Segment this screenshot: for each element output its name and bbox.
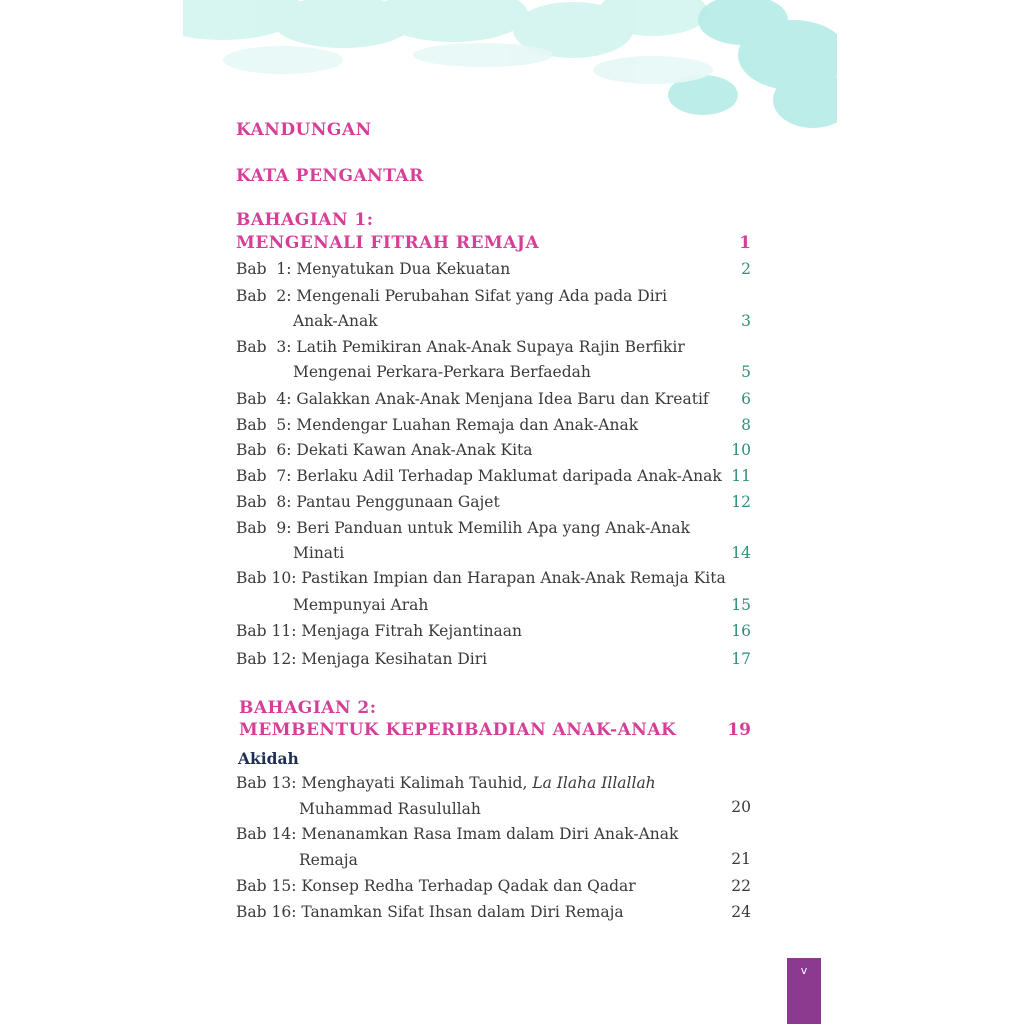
- part-label: BAHAGIAN 1:: [236, 210, 374, 230]
- toc-entry: [236, 441, 533, 459]
- chapter-title-italic: La Ilaha Illallah: [532, 774, 656, 792]
- chapter-number: Bab 3:: [236, 338, 297, 356]
- chapter-title: Tanamkan Sifat Ihsan dalam Diri Remaja: [301, 903, 624, 921]
- chapter-number: Bab 4:: [236, 390, 297, 408]
- toc-entry: [236, 650, 487, 668]
- page-number: 15: [731, 596, 751, 614]
- page-number: 5: [741, 363, 751, 381]
- chapter-number: Bab 1:: [236, 260, 297, 278]
- chapter-title: Menjaga Fitrah Kejantinaan: [301, 622, 523, 640]
- chapter-title: Mendengar Luahan Remaja dan Anak-Anak: [296, 416, 639, 434]
- chapter-number: Bab 16:: [236, 903, 302, 921]
- toc-entry: [236, 774, 656, 792]
- chapter-title: Galakkan Anak-Anak Menjana Idea Baru dan Kreatif: [296, 390, 709, 408]
- part-title: MEMBENTUK KEPERIBADIAN ANAK-ANAK: [239, 720, 677, 740]
- chapter-number: Bab 8:: [236, 493, 297, 511]
- chapter-number: Bab 2:: [236, 287, 297, 305]
- toc-entry: [236, 493, 500, 511]
- page-number: 6: [741, 390, 751, 408]
- toc-entry: [236, 338, 685, 356]
- chapter-number: Bab 14:: [236, 825, 302, 843]
- chapter-title: Menanamkan Rasa Imam dalam Diri Anak-Anak: [301, 825, 679, 843]
- page-number: 10: [731, 441, 751, 459]
- part-page-number: 1: [739, 233, 751, 253]
- table-of-contents: [183, 0, 837, 1024]
- chapter-number: Bab 13:: [236, 774, 302, 792]
- chapter-title: Pantau Penggunaan Gajet: [296, 493, 500, 511]
- page-number: 2: [741, 260, 751, 278]
- chapter-number: Bab 6:: [236, 441, 297, 459]
- book-page: [183, 0, 837, 1024]
- toc-entry: [236, 416, 638, 434]
- page-number: 11: [731, 467, 751, 485]
- chapter-title: Pastikan Impian dan Harapan Anak-Anak Remaja Kita: [301, 569, 726, 587]
- page-number: 22: [731, 877, 751, 895]
- chapter-title: Menghayati Kalimah Tauhid,: [301, 774, 533, 792]
- part-title: MENGENALI FITRAH REMAJA: [236, 233, 540, 253]
- toc-entry: [236, 390, 709, 408]
- page-number: 8: [741, 416, 751, 434]
- chapter-number: Bab 12:: [236, 650, 302, 668]
- page-number-tab: [787, 958, 821, 1024]
- toc-entry: [236, 622, 522, 640]
- page-number: 20: [731, 798, 751, 816]
- chapter-title-continued: Mempunyai Arah: [293, 596, 429, 614]
- chapter-title: Berlaku Adil Terhadap Maklumat daripada Anak-Anak: [296, 467, 722, 485]
- chapter-number: Bab 7:: [236, 467, 297, 485]
- chapter-number: Bab 5:: [236, 416, 297, 434]
- toc-entry: [236, 903, 624, 921]
- page-number: 12: [731, 493, 751, 511]
- part-page-number: 19: [727, 720, 751, 740]
- chapter-title: Konsep Redha Terhadap Qadak dan Qadar: [301, 877, 636, 895]
- chapter-number: Bab 11:: [236, 622, 302, 640]
- chapter-title-continued: Minati: [293, 544, 345, 562]
- part-label: BAHAGIAN 2:: [239, 698, 377, 718]
- chapter-title: Beri Panduan untuk Memilih Apa yang Anak-Anak: [296, 519, 691, 537]
- chapter-title-continued: Mengenai Perkara-Perkara Berfaedah: [293, 363, 591, 381]
- page-number: 16: [731, 622, 751, 640]
- chapter-title-continued: Remaja: [299, 851, 358, 869]
- page-number: 3: [741, 312, 751, 330]
- page-number: 24: [731, 903, 751, 921]
- page-number: 21: [731, 850, 751, 868]
- toc-entry: [236, 467, 722, 485]
- chapter-number: Bab 15:: [236, 877, 302, 895]
- page-number-label: v: [800, 964, 808, 977]
- chapter-title: Mengenali Perubahan Sifat yang Ada pada Diri: [296, 287, 668, 305]
- toc-entry: [236, 519, 690, 537]
- page-number: 14: [731, 544, 751, 562]
- section-heading: Akidah: [238, 749, 299, 768]
- chapter-title: Menjaga Kesihatan Diri: [301, 650, 488, 668]
- chapter-title-continued: Muhammad Rasulullah: [299, 800, 481, 818]
- toc-entry: [236, 877, 636, 895]
- toc-entry: [236, 287, 667, 305]
- page-number: 17: [731, 650, 751, 668]
- chapter-title: Latih Pemikiran Anak-Anak Supaya Rajin Berfikir: [296, 338, 685, 356]
- chapter-title: Dekati Kawan Anak-Anak Kita: [296, 441, 533, 459]
- preface-heading: KATA PENGANTAR: [236, 166, 424, 186]
- toc-entry: [236, 569, 726, 587]
- chapter-number: Bab 10:: [236, 569, 302, 587]
- toc-entry: [236, 825, 678, 843]
- chapter-title-continued: Anak-Anak: [293, 312, 378, 330]
- toc-heading: KANDUNGAN: [236, 120, 372, 140]
- chapter-title: Menyatukan Dua Kekuatan: [296, 260, 511, 278]
- chapter-number: Bab 9:: [236, 519, 297, 537]
- toc-entry: [236, 260, 510, 278]
